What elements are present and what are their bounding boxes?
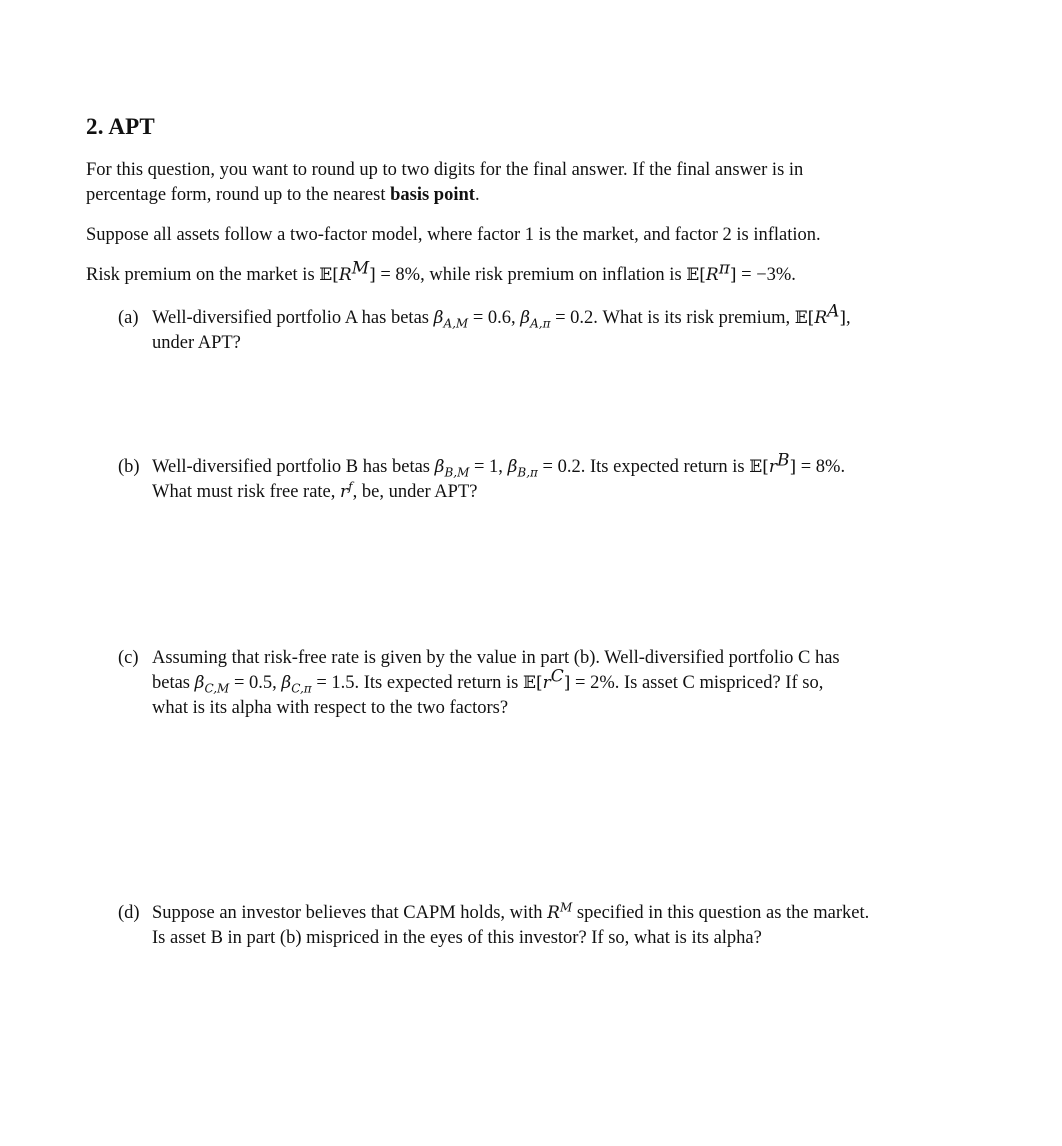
model-sentence: Suppose all assets follow a two-factor model, where factor 1 is the market, and factor 2 is inflation. [86,225,821,245]
part-d: (d) Suppose an investor believes that CAPM holds, with $R^M$ specified in this question as the market. Is asset B in part (b) mispriced in the eyes of this investor? If so, what is its alpha? [118,900,870,948]
part-c: (c) Assuming that risk-free rate is given by the value in part (b). Well-diversified portfolio C has betas $\beta_{C,M} = 0.5$, $\beta_{C,\pi} = 1.5$. Its expected return is $𝔼[r^C] = 2\%$. Is asset C mispriced? If so, what is its alpha with respect to the two factors? [118,648,840,718]
math-risk-free: $r^f$ [340,479,353,502]
part-a: (a) Well-diversified portfolio A has betas $\beta_{A,M} = 0.6$, $\beta_{A,\pi} = 0.2$. What is its risk premium, $𝔼[R^A]$, under APT? [118,301,851,353]
math-beta-a-pi: $\beta_{A,\pi}$ [520,308,551,331]
math-beta-b-pi: $\beta_{B,\pi}$ [507,457,538,480]
math-expected-rb: $𝔼[r^B]$ [749,450,797,477]
part-b: (b) Well-diversified portfolio B has betas $\beta_{B,M} = 1$, $\beta_{B,\pi} = 0.2$. Its expected return is $𝔼[r^B] = 8\%$. What must risk free rate, $r^f$, be, under APT? [118,450,846,502]
math-expected-ra: $𝔼[R^A]$ [794,301,847,328]
intro-line-1: For this question, you want to round up to two digits for the final answer. If the final answer is in [86,160,804,180]
intro-paragraph [86,158,966,208]
math-market-return: $R^M$ [547,900,573,923]
part-c-label: (c) [118,648,139,668]
intro-line-2: percentage form, round up to the nearest basis point. [86,185,480,205]
section-heading: 2. APT [86,114,155,139]
math-expected-inflation: $𝔼[R^\pi]$ [686,258,737,285]
math-beta-a-m: $\beta_{A,M}$ [433,308,469,331]
part-b-label: (b) [118,457,140,477]
basis-point-bold: basis point [390,185,475,205]
math-expected-market: $𝔼[R^M]$ [319,258,376,285]
risk-premium-sentence: Risk premium on the market is $𝔼[R^M] = 8\%$, while risk premium on inflation is $𝔼[R^\pi] = -3\%$. [86,258,796,285]
math-beta-c-m: $\beta_{C,M}$ [194,673,230,696]
math-beta-c-pi: $\beta_{C,\pi}$ [281,673,312,696]
part-a-label: (a) [118,308,139,328]
part-d-label: (d) [118,903,140,923]
math-expected-rc: $𝔼[r^C]$ [523,666,571,693]
math-beta-b-m: $\beta_{B,M}$ [434,457,470,480]
